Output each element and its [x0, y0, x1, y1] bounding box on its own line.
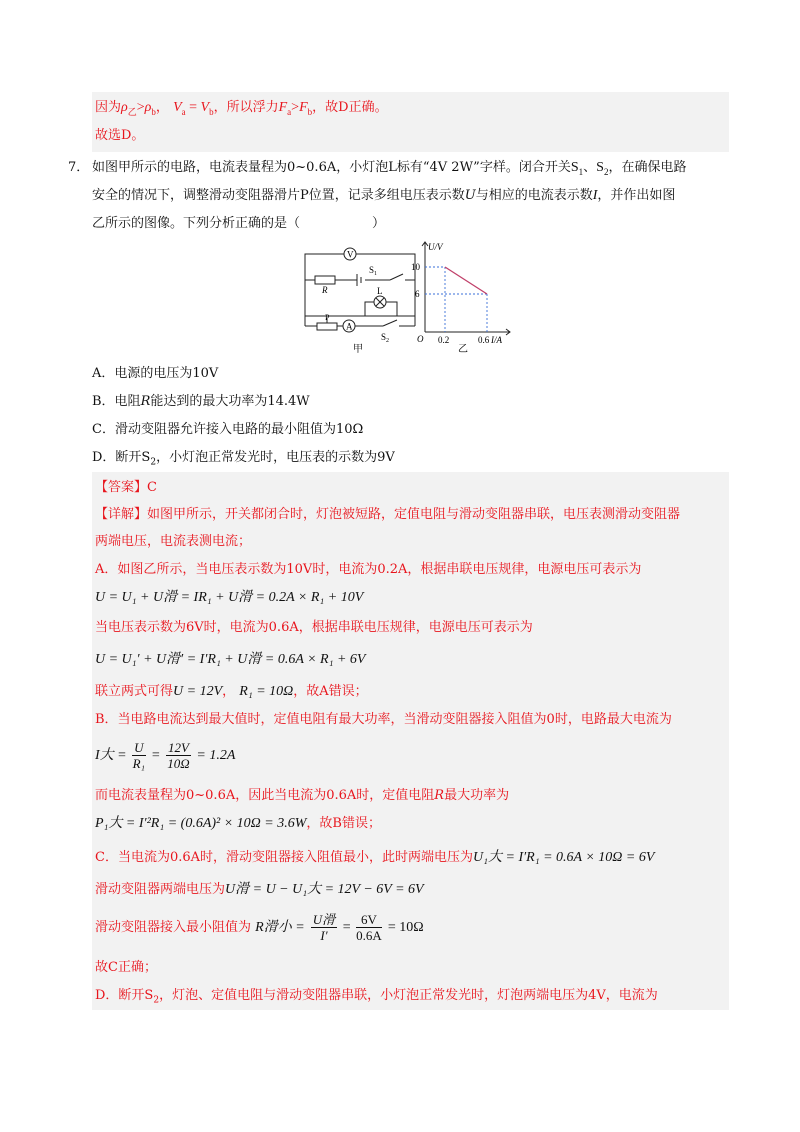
part-b-equation-2: P₁大 = I′²R₁ = (0.6A)² × 10Ω = 3.6W，故B错误； — [95, 816, 381, 831]
part-c-line-2: 滑动变阻器两端电压为U滑 = U − U₁大 = 12V − 6V = 6V — [95, 882, 424, 897]
part-c-line-4: 故C正确； — [95, 960, 157, 975]
detail-line-2: 两端电压，电流表测电流； — [95, 534, 252, 549]
x-tick-02: 0.2 — [438, 335, 450, 345]
part-a-line-1: A．如图乙所示，当电压表示数为10V时，电流为0.2A，根据串联电压规律，电源电压可表示为 — [95, 562, 642, 577]
origin-label: O — [417, 334, 424, 344]
question-figure — [295, 240, 525, 355]
question-line-1: 如图甲所示的电路，电流表量程为0~0.6A，小灯泡L标有“4V 2W”字样。闭合开关$S_1$、$S_2$，在确保电路 — [92, 160, 687, 177]
part-a-line-3: 联立两式可得U = 12V， R₁ = 10Ω，故A错误； — [95, 684, 368, 699]
y-tick-6: 6 — [415, 289, 420, 299]
option-a: A．电源的电压为10V — [92, 366, 219, 381]
detail-line-1: 【详解】如图甲所示，开关都闭合时，灯泡被短路，定值电阻与滑动变阻器串联，电压表测滑动变阻器 — [95, 507, 681, 522]
part-a-equation-1: U = U₁ + U滑 = IR₁ + U滑 = 0.2A × R₁ + 10V — [95, 590, 364, 605]
voltmeter-label: V — [347, 249, 354, 260]
option-c: C．滑动变阻器允许接入电路的最小阻值为10Ω — [92, 422, 364, 437]
question-line-3: 乙所示的图像。下列分析正确的是（ ） — [92, 216, 386, 231]
part-a-equation-2: U = U₁′ + U滑′ = I′R₁ + U滑 = 0.6A × R₁ + 6V — [95, 652, 366, 667]
option-d: D．断开$S_2$，小灯泡正常发光时，电压表的示数为9V — [92, 450, 395, 468]
top-line-1: 因为$\rho_乙>\rho_b$， $V_a = V_b$，所以浮力$F_a>F_b$，故D正确。 — [95, 100, 388, 117]
y-axis-label: U/V — [428, 242, 443, 252]
y-tick-10: 10 — [411, 262, 420, 272]
question-line-2: 安全的情况下，调整滑动变阻器滑片P位置，记录多组电压表示数U与相应的电流表示数I，并作出如图 — [92, 188, 676, 203]
top-line-2: 故选D。 — [95, 128, 145, 143]
part-b-line-2: 而电流表量程为0~0.6A，因此当电流为0.6A时，定值电阻R最大功率为 — [95, 788, 510, 803]
part-c-line-1: C．当电流为0.6A时，滑动变阻器接入阻值最小，此时两端电压为U₁大 = I′R₁ = 0.6A × 10Ω = 6V — [95, 850, 655, 865]
part-c-line-3: 滑动变阻器接入最小阻值为 R滑小 = $\frac{\text{U滑}}{I'}$ = $\frac{6V}{0.6A}$ = 10Ω — [95, 912, 424, 943]
slider-label: P — [325, 313, 330, 322]
graph-guides — [425, 267, 487, 332]
part-b-line-1: B．当电路电流达到最大值时，定值电阻有最大功率，当滑动变阻器接入阻值为0时，电路最大电流为 — [95, 712, 672, 727]
circuit-caption: 甲 — [353, 344, 363, 355]
x-axis-label: I/A — [491, 335, 502, 345]
switch-s2-label: $S_2$ — [381, 332, 390, 344]
graph-caption: 乙 — [458, 344, 468, 355]
question-number: 7． — [68, 160, 90, 175]
x-tick-06: 0.6 — [478, 335, 490, 345]
part-b-equation-1: I大 = $\frac{U}{\text{R₁}}$ = $\frac{12V}{10\Omega}$ = 1.2A — [95, 740, 236, 772]
answer-line: 【答案】C — [95, 480, 157, 495]
ammeter-label: A — [346, 321, 353, 332]
part-a-line-2: 当电压表示数为6V时，电流为0.6A，根据串联电压规律，电源电压可表示为 — [95, 620, 533, 635]
part-d-line-1: D．断开$S_2$，灯泡、定值电阻与滑动变阻器串联，小灯泡正常发光时，灯泡两端电压为4V，电流为 — [95, 988, 658, 1006]
graph-data-line — [445, 267, 487, 294]
resistor-label: R — [322, 285, 328, 295]
option-b: B．电阻R能达到的最大功率为14.4W — [92, 394, 310, 409]
switch-s1-label: $S_1$ — [369, 265, 378, 277]
lamp-label: L — [377, 286, 383, 296]
graph-axes — [422, 242, 510, 335]
